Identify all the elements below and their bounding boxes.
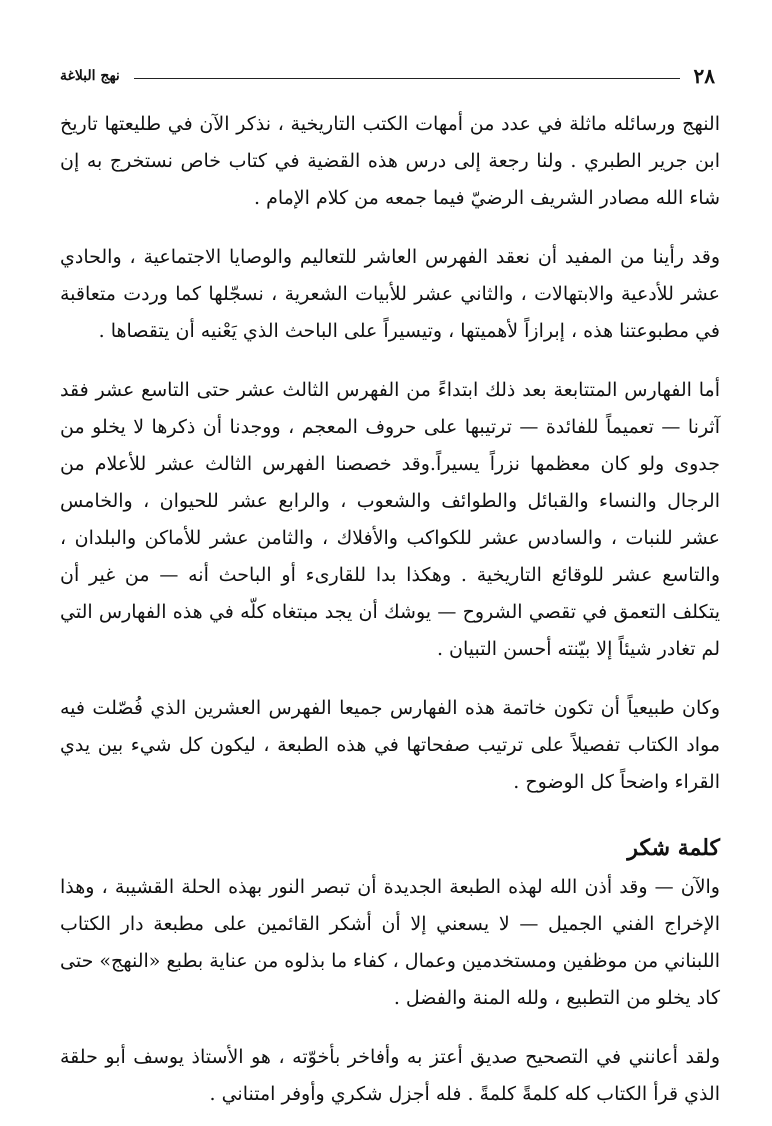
running-title: نهج البلاغة <box>60 68 120 84</box>
page-body <box>60 106 720 1113</box>
paragraph-indexes-13-19: أما الفهارس المتتابعة بعد ذلك ابتداءً من الفهرس الثالث عشر حتى التاسع عشر فقد آثرنا — تعميماً للفائدة — ترتيبها على حروف المعجم ، ووجدنا أن ذكرها لا يخلو من جدوى ولو كان معظمها نزراً يسيراً.وقد خصصنا الفهرس الثالث عشر للأعلام من الرجال والنساء والقبائل والطوائف والشعوب ، والرابع عشر للحيوان ، والخامس عشر للنبات ، والسادس عشر للكواكب والأفلاك ، والثامن عشر للأماكن والبلدان ، والتاسع عشر للوقائع التاريخية . وهكذا بدا للقارىء أو الباحث أنه — من غير أن يتكلف التعمق في تقصي الشروح — يوشك أن يجد مبتغاه كلّه في هذه الفهارس التي لم تغادر شيئاً إلا بيّنته أحسن التبيان . <box>60 379 720 660</box>
paragraph-sources: النهج ورسائله ماثلة في عدد من أمهات الكتب التاريخية ، نذكر الآن في طليعتها تاريخ ابن جرير الطبري . ولنا رجعة إلى درس هذه القضية في كتاب خاص نستخرج به إن شاء الله مصادر الشريف الرضيّ فيما جمعه من كلام الإمام . <box>60 113 720 209</box>
section-heading-thanks: كلمة شكر <box>627 835 720 861</box>
paragraph-thanks-printers: والآن — وقد أذن الله لهذه الطبعة الجديدة أن تبصر النور بهذه الحلة القشيبة ، وهذا الإخراج الفني الجميل — لا يسعني إلا أن أشكر القائمين على مطبعة دار الكتاب اللبناني من موظفين ومستخدمين وعمال ، كفاء ما بذلوه من عناية بطبع «النهج» حتى كاد يخلو من التطبيع ، ولله المنة والفضل . <box>60 876 720 1009</box>
paragraph-index-20: وكان طبيعياً أن تكون خاتمة هذه الفهارس جميعا الفهرس العشرين الذي فُصّلت فيه مواد الكتاب تفصيلاً على ترتيب صفحاتها في هذه الطبعة ، ليكون كل شيء بين يدي القراء واضحاً كل الوضوح . <box>60 697 720 793</box>
paragraph-indexes-10-12: وقد رأينا من المفيد أن نعقد الفهرس العاشر للتعاليم والوصايا الاجتماعية ، والحادي عشر للأدعية والابتهالات ، والثاني عشر للأبيات الشعرية ، نسجّلها كما وردت متعاقبة في مطبوعتنا هذه ، إبرازاً لأهميتها ، وتيسيراً على الباحث الذي يَعْنيه أن يتقصاها . <box>60 246 720 342</box>
page-number: ٢٨ <box>693 64 715 88</box>
page-header <box>60 60 715 92</box>
header-rule <box>134 78 680 79</box>
paragraph-thanks-proofreader: ولقد أعانني في التصحيح صديق أعتز به وأفاخر بأخوّته ، هو الأستاذ يوسف أبو حلقة الذي قرأ الكتاب كله كلمةً كلمةً . فله أجزل شكري وأوفر امتناني . <box>60 1046 720 1105</box>
